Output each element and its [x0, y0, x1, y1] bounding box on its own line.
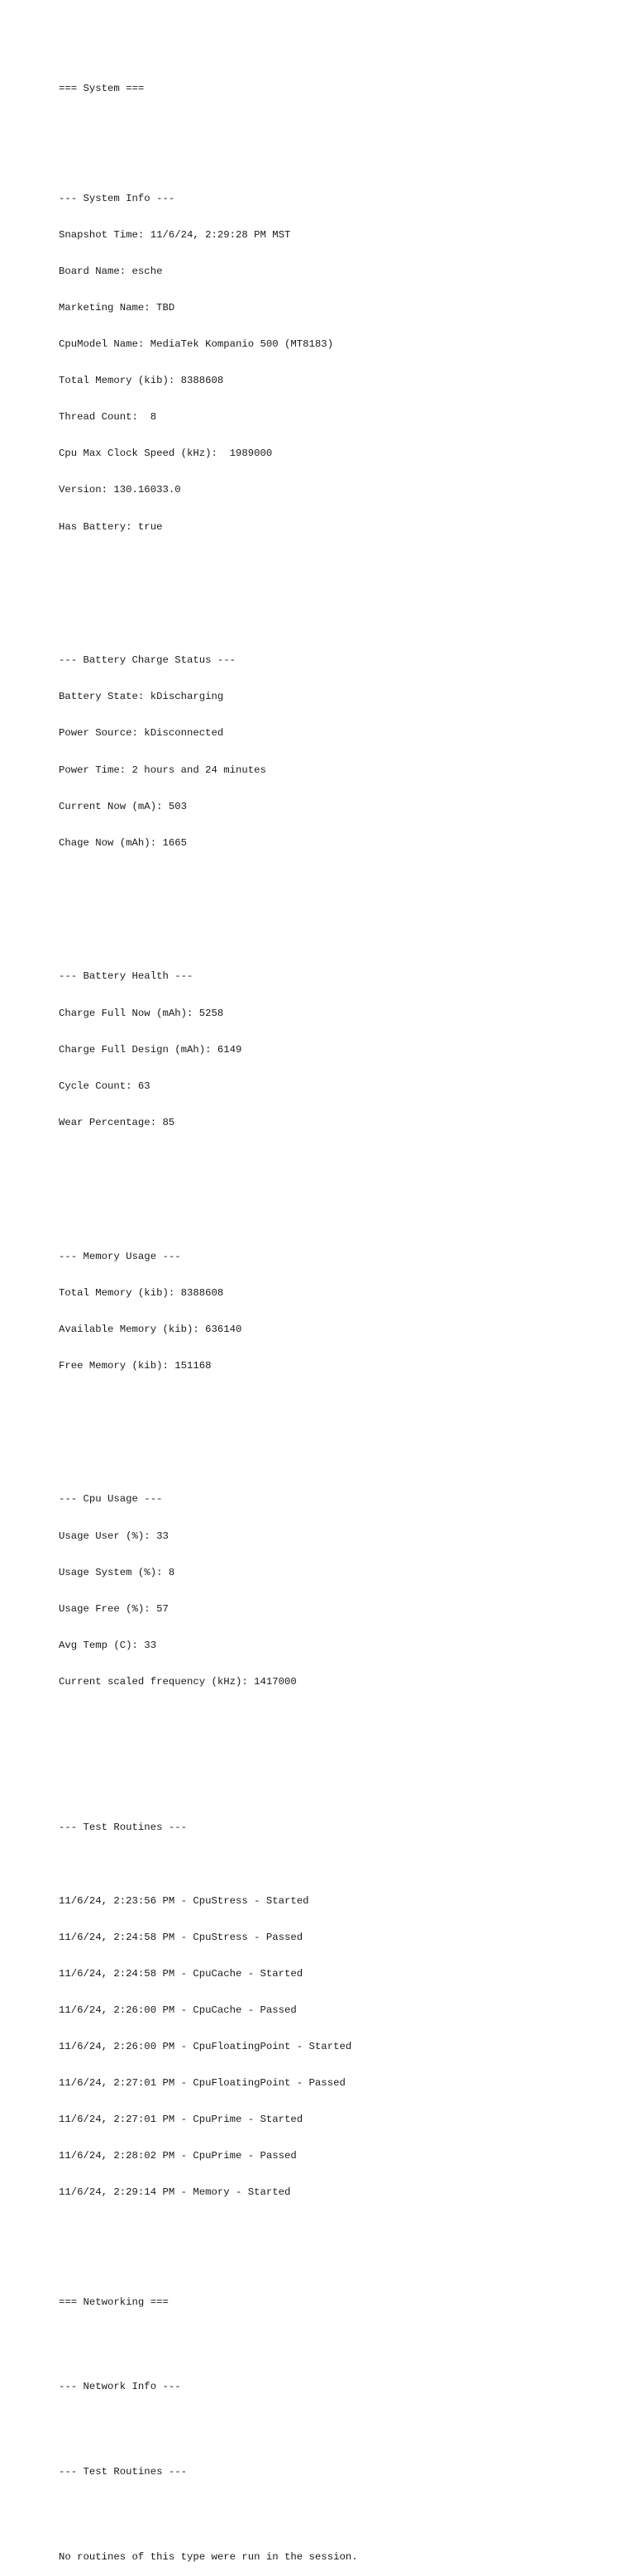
log-line: Avg Temp (C): 33	[59, 1639, 157, 1651]
log-line: Has Battery: true	[59, 520, 163, 533]
networking-test-routines-header: --- Test Routines ---	[59, 2466, 187, 2478]
battery-charge-status-section	[59, 630, 621, 874]
battery-health-header: --- Battery Health ---	[59, 970, 193, 983]
routine-log-line: 11/6/24, 2:24:58 PM - CpuStress - Passed	[59, 1931, 303, 1943]
log-line: CpuModel Name: MediaTek Kompanio 500 (MT8183)	[59, 338, 334, 351]
routine-log-line: 11/6/24, 2:26:00 PM - CpuCache - Passed	[59, 2004, 297, 2016]
battery-charge-status-header: --- Battery Charge Status ---	[59, 654, 236, 667]
spacer	[59, 120, 621, 132]
log-line: Wear Percentage: 85	[59, 1116, 175, 1128]
spacer	[59, 2418, 621, 2430]
system-test-routines-section	[59, 1798, 621, 2223]
memory-usage-section	[59, 1226, 621, 1396]
cpu-usage-header: --- Cpu Usage ---	[59, 1493, 163, 1506]
log-line: Usage System (%): 8	[59, 1566, 175, 1578]
spacer	[59, 1736, 621, 1760]
system-info-header: --- System Info ---	[59, 192, 175, 204]
log-line: Marketing Name: TBD	[59, 301, 175, 314]
routine-log-line: 11/6/24, 2:23:56 PM - CpuStress - Started	[59, 1894, 309, 1907]
spacer	[59, 582, 621, 594]
log-line: Total Memory (kib): 8388608	[59, 1286, 224, 1299]
log-line: Total Memory (kib): 8388608	[59, 375, 224, 387]
log-line: Current Now (mA): 503	[59, 800, 187, 812]
log-line: Cpu Max Clock Speed (kHz): 1989000	[59, 448, 273, 460]
battery-health-section	[59, 946, 621, 1153]
log-line: Power Time: 2 hours and 24 minutes	[59, 764, 266, 776]
test-routines-header: --- Test Routines ---	[59, 1822, 187, 1834]
spacer	[59, 1858, 621, 1870]
log-line: Board Name: esche	[59, 265, 163, 277]
diagnostics-log	[59, 59, 621, 2576]
log-line: Power Source: kDisconnected	[59, 727, 224, 740]
log-line: Charge Full Design (mAh): 6149	[59, 1043, 242, 1056]
routine-log-line: 11/6/24, 2:26:00 PM - CpuFloatingPoint - Started	[59, 2040, 352, 2052]
log-line: Battery State: kDischarging	[59, 691, 224, 703]
spacer	[59, 2502, 621, 2515]
network-info-header: --- Network Info ---	[59, 2381, 181, 2393]
log-line: Cycle Count: 63	[59, 1080, 150, 1092]
log-line: Current scaled frequency (kHz): 1417000	[59, 1675, 297, 1688]
cpu-usage-section	[59, 1469, 621, 1712]
routine-log-line: 11/6/24, 2:27:01 PM - CpuFloatingPoint - Passed	[59, 2077, 346, 2090]
log-line: Thread Count: 8	[59, 411, 157, 424]
routine-log-line: 11/6/24, 2:29:14 PM - Memory - Started	[59, 2186, 291, 2199]
routine-log-line: 11/6/24, 2:28:02 PM - CpuPrime - Passed	[59, 2150, 297, 2162]
spacer	[59, 1420, 621, 1433]
log-line: Charge Full Now (mAh): 5258	[59, 1007, 224, 1019]
routine-log-line: 11/6/24, 2:27:01 PM - CpuPrime - Started	[59, 2114, 303, 2126]
log-line: Free Memory (kib): 151168	[59, 1359, 212, 1372]
spacer	[59, 2333, 621, 2345]
log-line: Available Memory (kib): 636140	[59, 1323, 242, 1335]
system-info-section	[59, 168, 621, 557]
networking-section-header: === Networking ===	[59, 2296, 169, 2308]
spacer	[59, 2248, 621, 2260]
spacer	[59, 1177, 621, 1190]
spacer	[59, 898, 621, 910]
log-line: Usage Free (%): 57	[59, 1602, 169, 1615]
log-line: Usage User (%): 33	[59, 1530, 169, 1542]
log-line: Chage Now (mAh): 1665	[59, 836, 187, 849]
system-section-header: === System ===	[59, 83, 145, 95]
memory-usage-header: --- Memory Usage ---	[59, 1250, 181, 1262]
log-line: Version: 130.16033.0	[59, 484, 181, 496]
log-line: Snapshot Time: 11/6/24, 2:29:28 PM MST	[59, 228, 291, 241]
no-routines-message: No routines of this type were run in the session.	[59, 2551, 358, 2564]
routine-log-line: 11/6/24, 2:24:58 PM - CpuCache - Started	[59, 1967, 303, 1980]
